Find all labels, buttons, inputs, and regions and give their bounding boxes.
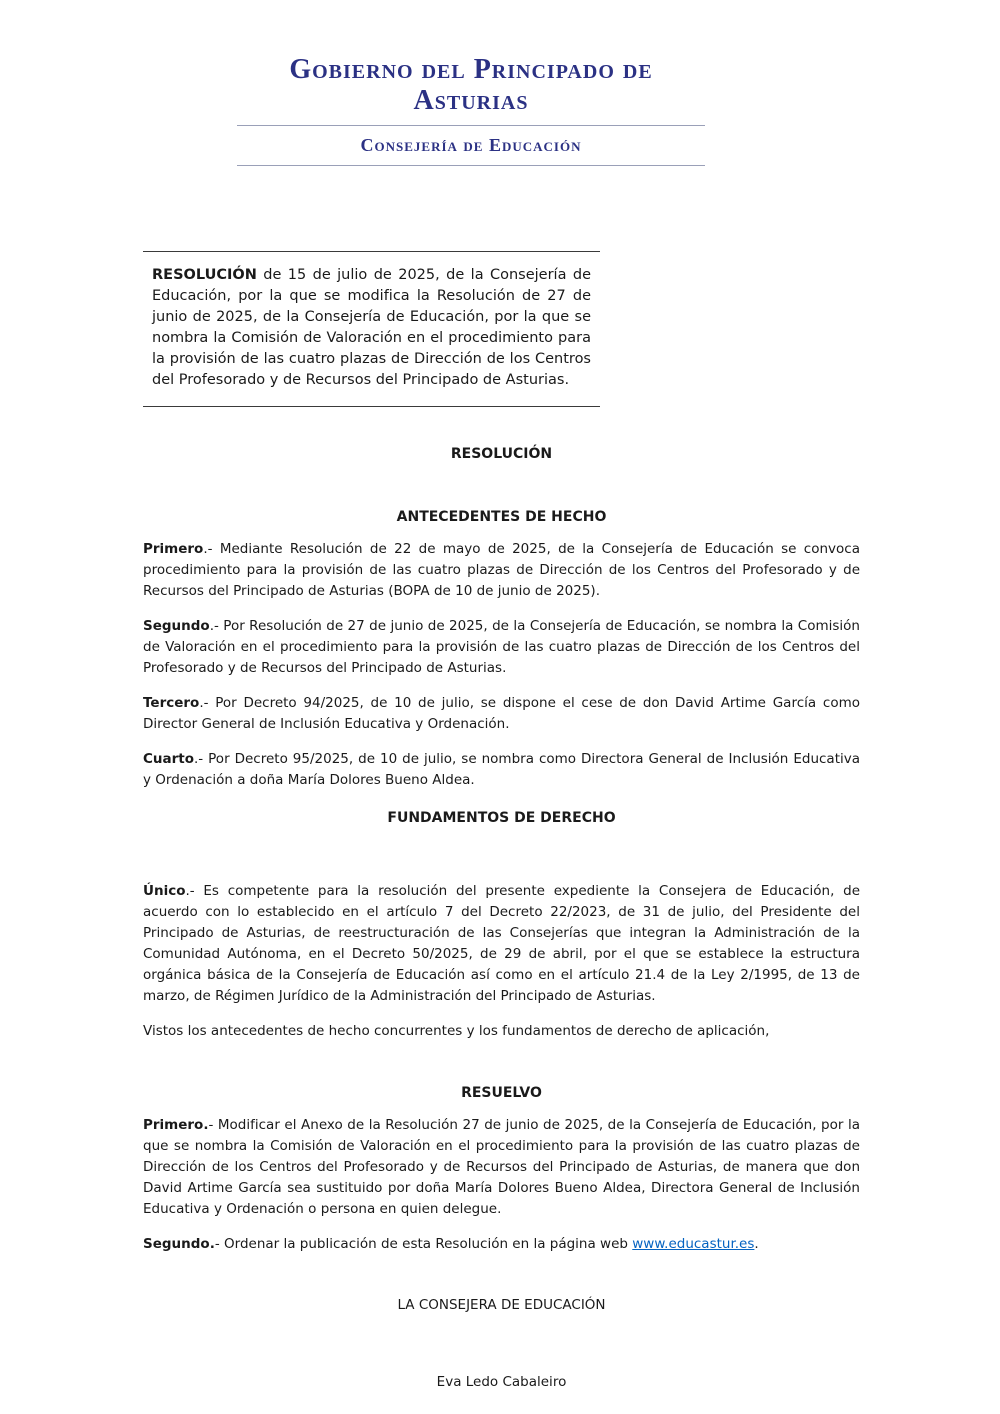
heading-antecedentes-de-hecho: ANTECEDENTES DE HECHO — [396, 508, 607, 525]
resolution-summary-box — [143, 251, 600, 407]
paragraph-text: - Modificar el Anexo de la Resolución 27 de junio de 2025, de la Consejería de Educación, por la que se nombra la Comisión de Valoración en el procedimiento para la provisión de las cuatro plazas de Dirección de los Centros del Profesorado y de Recursos del Principado de Asturias, de manera que don David Artime García sea sustituido por doña María Dolores Bueno Aldea, Directora General de Inclusión Educativa y Ordenación o persona en quien delegue. — [143, 1116, 860, 1217]
paragraph-text: .- Por Resolución de 27 de junio de 2025, de la Consejería de Educación, se nombra la Comisión de Valoración en el procedimiento para la provisión de las cuatro plazas de Dirección de los Centros del Profesorado y de Recursos del Principado de Asturias. — [143, 617, 860, 676]
summary-lead: RESOLUCIÓN — [152, 266, 257, 283]
paragraph-lead: Único — [143, 882, 186, 899]
paragraph-lead: Cuarto — [143, 750, 195, 767]
paragraph-lead: Segundo. — [143, 1235, 215, 1252]
department-logo-subtitle: Consejería de Educación — [237, 126, 705, 166]
summary-text: de 15 de julio de 2025, de la Consejería de Educación, por la que se modifica la Resolución de 27 de junio de 2025, de la Consejería de Educación, por la que se nombra la Comisión de Valoración en el procedimiento para la provisión de las cuatro plazas de Dirección de los Centros del Profesorado y de Recursos del Principado de Asturias. — [152, 266, 591, 388]
government-logo-title: Gobierno del Principado de Asturias — [237, 55, 705, 126]
signature-name: Eva Ledo Cabaleiro — [436, 1373, 567, 1390]
paragraph-lead: Primero. — [143, 1116, 209, 1133]
paragraph-text: .- Es competente para la resolución del presente expediente la Consejera de Educación, de acuerdo con lo establecido en el artículo 7 del Decreto 22/2023, de 31 de julio, del Presidente del Principado de Asturias, de reestructuración de las Consejerías que integran la Administración de la Comunidad Autónoma, en el Decreto 50/2025, de 29 de abril, por el que se establece la estructura orgánica básica de la Consejería de Educación así como en el artículo 21.4 de la Ley 2/1995, de 13 de marzo, de Régimen Jurídico de la Administración del Principado de Asturias. — [143, 882, 860, 1004]
paragraph-text: .- Por Decreto 95/2025, de 10 de julio, se nombra como Directora General de Inclusión Educativa y Ordenación a doña María Dolores Bueno Aldea. — [143, 750, 860, 788]
antecedente-tercero-paragraph — [143, 693, 860, 735]
fundamento-unico-paragraph — [143, 881, 860, 1007]
educastur-website-link[interactable]: www.educastur.es — [632, 1235, 755, 1252]
paragraph-lead: Tercero — [143, 694, 200, 711]
antecedente-cuarto-paragraph — [143, 749, 860, 791]
paragraph-text: .- Mediante Resolución de 22 de mayo de 2025, de la Consejería de Educación se convoca procedimiento para la provisión de las cuatro plazas de Dirección de los Centros del Profesorado y de Recursos del Principado de Asturias (BOPA de 10 de junio de 2025). — [143, 540, 860, 599]
heading-resuelvo: RESUELVO — [461, 1084, 542, 1101]
resuelvo-primero-paragraph — [143, 1115, 860, 1220]
document-body — [143, 444, 860, 1393]
paragraph-lead: Primero — [143, 540, 204, 557]
paragraph-text: - Ordenar la publicación de esta Resolución en la página web — [214, 1235, 633, 1252]
antecedente-primero-paragraph — [143, 539, 860, 602]
resuelvo-segundo-paragraph — [143, 1234, 860, 1255]
paragraph-text: .- Por Decreto 94/2025, de 10 de julio, se dispone el cese de don David Artime García como Director General de Inclusión Educativa y Ordenación. — [143, 694, 860, 732]
vistos-paragraph: Vistos los antecedentes de hecho concurrentes y los fundamentos de derecho de aplicación, — [143, 1022, 770, 1039]
letterhead — [237, 55, 705, 166]
paragraph-text-after-link: . — [754, 1235, 759, 1252]
summary-paragraph — [152, 265, 591, 391]
heading-resolucion: RESOLUCIÓN — [450, 445, 553, 462]
paragraph-lead: Segundo — [143, 617, 210, 634]
antecedente-segundo-paragraph — [143, 616, 860, 679]
signature-role: LA CONSEJERA DE EDUCACIÓN — [397, 1296, 606, 1313]
heading-fundamentos-de-derecho: FUNDAMENTOS DE DERECHO — [387, 809, 616, 826]
